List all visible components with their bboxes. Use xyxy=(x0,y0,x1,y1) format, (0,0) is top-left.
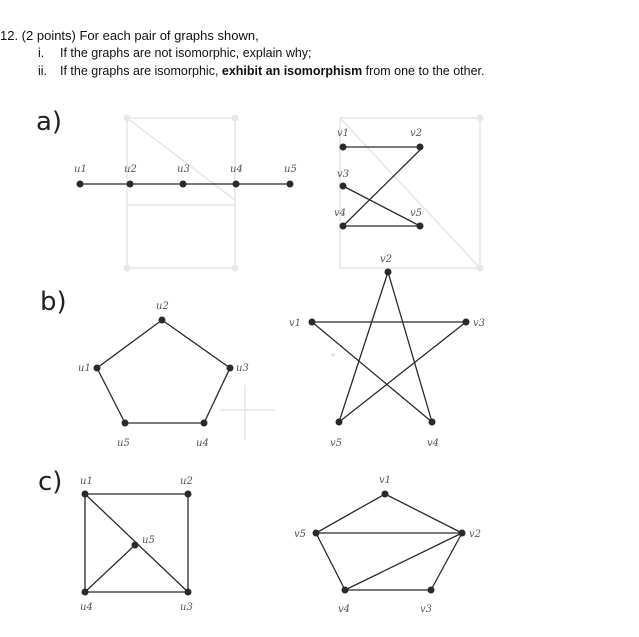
node-v2 xyxy=(459,530,466,537)
label-v1: v1 xyxy=(379,475,392,486)
label-u3: u3 xyxy=(236,363,249,374)
edge-v4-v2 xyxy=(345,533,462,590)
label-u4: u4 xyxy=(80,602,93,613)
label-v4: v4 xyxy=(427,438,440,449)
instruction-ii-text-end: from one to the other. xyxy=(362,64,485,78)
label-v4: v4 xyxy=(334,208,347,219)
node-v1 xyxy=(340,144,347,151)
graph-a-right xyxy=(334,128,424,230)
part-c-marker: c) xyxy=(38,467,63,497)
label-v3: v3 xyxy=(420,604,433,615)
node-v4 xyxy=(342,587,349,594)
instruction-ii-number: ii. xyxy=(38,64,48,78)
label-u1: u1 xyxy=(74,164,87,175)
label-v5: v5 xyxy=(410,208,423,219)
question-heading: 12. (2 points) For each pair of graphs shown, xyxy=(0,28,259,43)
label-v3: v3 xyxy=(473,318,486,329)
label-v3: v3 xyxy=(337,169,350,180)
label-v2: v2 xyxy=(410,128,423,139)
node-v4 xyxy=(429,419,436,426)
node-u4 xyxy=(233,181,240,188)
label-u3: u3 xyxy=(177,164,190,175)
graph-c-left xyxy=(80,476,193,613)
instruction-i-number: i. xyxy=(38,46,45,60)
node-v1 xyxy=(382,491,389,498)
node-v3 xyxy=(428,587,435,594)
node-v1 xyxy=(309,319,316,326)
edge-u4-u5 xyxy=(85,545,135,592)
instruction-ii-bold: exhibit an isomorphism xyxy=(221,64,363,78)
label-v2: v2 xyxy=(469,529,482,540)
node-v4 xyxy=(340,223,347,230)
part-b-marker: b) xyxy=(40,287,67,317)
node-u5 xyxy=(287,181,294,188)
label-u1: u1 xyxy=(80,476,93,487)
node-u3 xyxy=(227,365,234,372)
instruction-i-text: If the graphs are not isomorphic, explain why; xyxy=(60,46,312,60)
node-v3 xyxy=(340,183,347,190)
node-u2 xyxy=(185,491,192,498)
label-u4: u4 xyxy=(230,164,243,175)
label-v4: v4 xyxy=(338,604,351,615)
node-u1 xyxy=(94,365,101,372)
node-u2 xyxy=(127,181,134,188)
graph-b-right xyxy=(289,254,485,449)
label-u1: u1 xyxy=(78,363,91,374)
node-u5 xyxy=(122,420,129,427)
node-v5 xyxy=(313,530,320,537)
node-u3 xyxy=(180,181,187,188)
edge-v3-v5 xyxy=(339,322,466,422)
label-u4: u4 xyxy=(196,438,209,449)
node-v5 xyxy=(417,223,424,230)
node-v3 xyxy=(463,319,470,326)
label-v1: v1 xyxy=(289,318,302,329)
edge-v2-v5 xyxy=(339,272,388,422)
edge-v2-v3 xyxy=(431,533,462,590)
label-u5: u5 xyxy=(142,535,155,546)
label-u5: u5 xyxy=(284,164,297,175)
edge-v2-v4 xyxy=(388,272,432,422)
graph-b-left xyxy=(78,301,249,449)
label-u3: u3 xyxy=(180,602,193,613)
instruction-ii-text: If the graphs are isomorphic, xyxy=(60,64,222,78)
node-u1 xyxy=(82,491,89,498)
label-v1: v1 xyxy=(337,128,350,139)
node-u2 xyxy=(159,317,166,324)
label-u5: u5 xyxy=(117,438,130,449)
pentagon-edges xyxy=(97,320,230,423)
edge-v1-v2 xyxy=(385,494,462,533)
node-u1 xyxy=(77,181,84,188)
label-v2: v2 xyxy=(380,254,393,265)
edge-v1-v5 xyxy=(316,494,385,533)
edge-v5-v4 xyxy=(316,533,345,590)
node-u3 xyxy=(185,589,192,596)
label-u2: u2 xyxy=(124,164,137,175)
label-u2: u2 xyxy=(180,476,193,487)
node-v2 xyxy=(417,144,424,151)
node-u4 xyxy=(201,420,208,427)
part-a-marker: a) xyxy=(36,107,63,137)
node-v2 xyxy=(385,269,392,276)
label-v5: v5 xyxy=(330,438,343,449)
node-v5 xyxy=(336,419,343,426)
label-u2: u2 xyxy=(156,301,169,312)
label-v5: v5 xyxy=(294,529,307,540)
graph-c-right xyxy=(294,475,481,615)
graph-a-left xyxy=(74,164,297,188)
edge-v1-v4 xyxy=(312,322,432,422)
node-u5 xyxy=(132,542,139,549)
node-u4 xyxy=(82,589,89,596)
